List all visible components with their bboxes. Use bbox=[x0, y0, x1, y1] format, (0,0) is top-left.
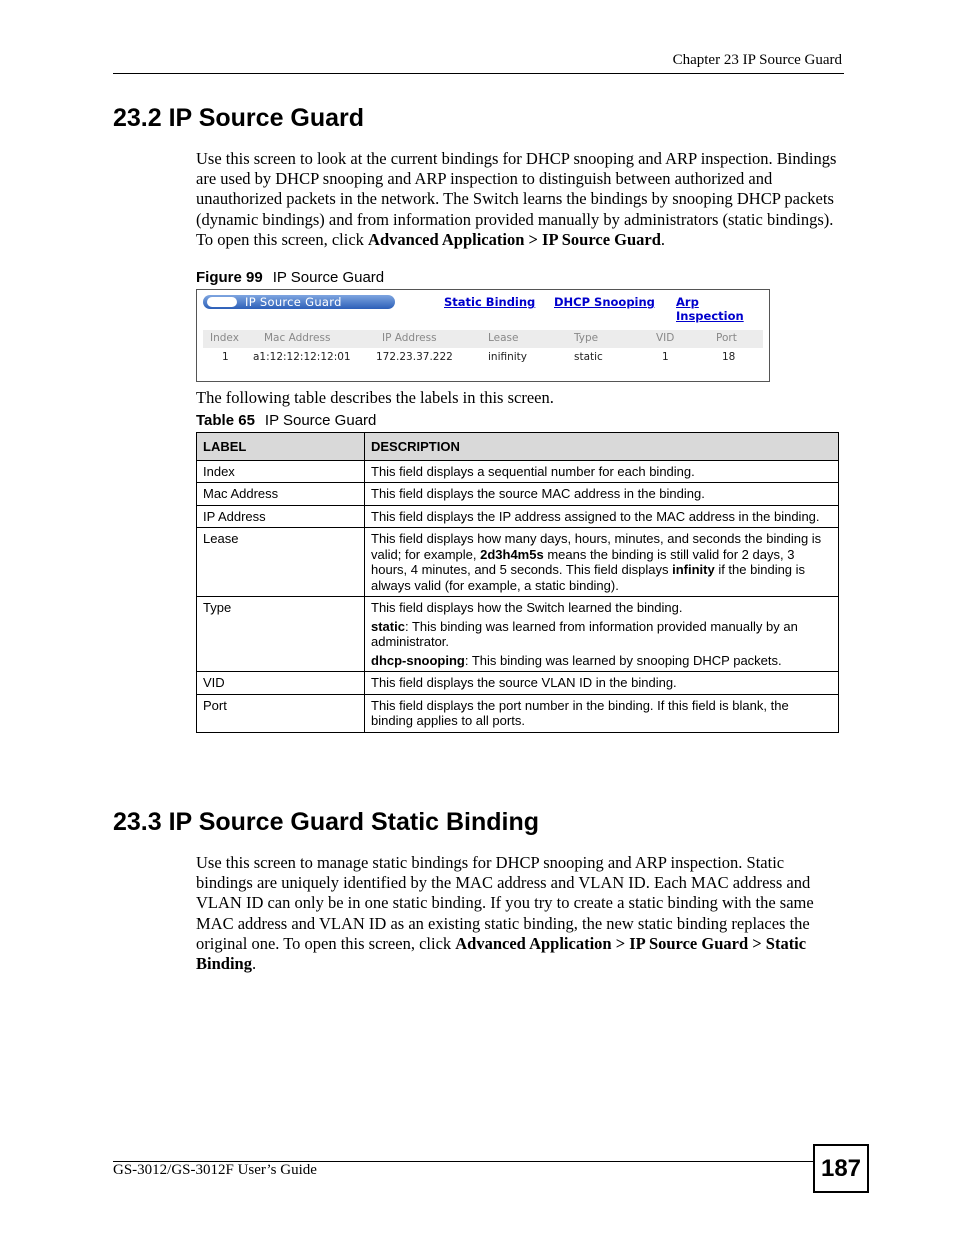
cell-mac-address: a1:12:12:12:12:01 bbox=[253, 351, 351, 363]
cell-ip-address: 172.23.37.222 bbox=[376, 351, 453, 363]
desc-text: if the binding is always valid (for example, a static binding). bbox=[371, 562, 806, 593]
table-caption bbox=[196, 412, 376, 429]
table-row bbox=[197, 483, 839, 506]
col-index: Index bbox=[210, 332, 239, 344]
arp-inspection-link[interactable]: Arp Inspection bbox=[676, 295, 744, 323]
row-description bbox=[365, 528, 839, 597]
row-label: Type bbox=[197, 597, 365, 672]
desc-text: This field displays how many days, hours, minutes, and seconds the binding is valid; for example, bbox=[371, 531, 822, 562]
row-description: This field displays the IP address assigned to the MAC address in the binding. bbox=[365, 505, 839, 528]
row-label: Index bbox=[197, 460, 365, 483]
table-row bbox=[197, 597, 839, 672]
para-end: . bbox=[251, 954, 257, 974]
row-label: Lease bbox=[197, 528, 365, 597]
table-header-row bbox=[197, 433, 839, 461]
para-text: Use this screen to manage static bindings for DHCP snooping and ARP inspection. Static bindings are uniquely identified by the MAC address and VLAN ID. Each MAC address and VLAN ID can only be in one static binding. If you try to create a static binding with the same MAC address and VLAN ID as an existing static binding, the new static binding replaces the original one. To open this screen, click bbox=[196, 853, 814, 953]
row-description: This field displays the source MAC address in the binding. bbox=[365, 483, 839, 506]
col-vid: VID bbox=[656, 332, 675, 344]
table-row bbox=[197, 505, 839, 528]
screen-title: IP Source Guard bbox=[245, 295, 342, 309]
dhcp-snooping-link[interactable]: DHCP Snooping bbox=[554, 295, 655, 309]
col-type: Type bbox=[574, 332, 599, 344]
static-binding-paragraph bbox=[196, 853, 844, 974]
desc-dhcp-snooping bbox=[371, 653, 832, 669]
intro-paragraph bbox=[196, 149, 844, 250]
row-description bbox=[365, 597, 839, 672]
section-heading-23-2: 23.2 IP Source Guard bbox=[113, 104, 365, 132]
table-label: Table 65 bbox=[196, 412, 255, 429]
desc-example-term: 2d3h4m5s bbox=[480, 546, 544, 562]
running-header: Chapter 23 IP Source Guard bbox=[672, 52, 842, 68]
desc-term: dhcp-snooping bbox=[371, 652, 465, 668]
row-description: This field displays the source VLAN ID in the binding. bbox=[365, 672, 839, 695]
menu-path: Advanced Application > IP Source Guard > Static Binding bbox=[196, 933, 807, 974]
cell-type: static bbox=[574, 351, 603, 363]
intro-end: . bbox=[660, 229, 666, 249]
desc-static bbox=[371, 619, 832, 650]
table-intro: The following table describes the labels in this screen. bbox=[196, 388, 554, 407]
row-label: IP Address bbox=[197, 505, 365, 528]
table-row bbox=[197, 528, 839, 597]
cell-vid: 1 bbox=[662, 351, 669, 363]
figure-label: Figure 99 bbox=[196, 269, 263, 286]
title-bullet-icon bbox=[207, 297, 237, 307]
col-lease: Lease bbox=[488, 332, 519, 344]
desc-term: static bbox=[371, 618, 405, 634]
intro-menu-path: Advanced Application > IP Source Guard bbox=[368, 229, 661, 249]
table-row bbox=[197, 460, 839, 483]
cell-port: 18 bbox=[722, 351, 736, 363]
table-row bbox=[197, 694, 839, 732]
header-label: LABEL bbox=[197, 433, 365, 461]
desc-text: means the binding is still valid for 2 days, 3 hours, 4 minutes, and 5 seconds. This field displays bbox=[371, 546, 795, 577]
col-mac-address: Mac Address bbox=[264, 332, 331, 344]
label-description-table bbox=[196, 432, 839, 733]
ip-source-guard-screenshot bbox=[196, 289, 770, 382]
static-binding-link[interactable]: Static Binding bbox=[444, 295, 536, 309]
screen-title-bar bbox=[203, 295, 395, 309]
row-label: VID bbox=[197, 672, 365, 695]
cell-index: 1 bbox=[222, 351, 229, 363]
cell-lease: inifinity bbox=[488, 351, 528, 363]
header-description: DESCRIPTION bbox=[365, 433, 839, 461]
page-number: 187 bbox=[813, 1144, 869, 1193]
intro-text: Use this screen to look at the current bindings for DHCP snooping and ARP inspection. Bindings are used by DHCP snooping and ARP inspection to distinguish between authorized and unauthorized packets in the network. The Switch learns the bindings by snooping DHCP packets (dynamic bindings) and from information provided manually by administrators (static bindings). To open this screen, click bbox=[196, 149, 837, 249]
row-label: Mac Address bbox=[197, 483, 365, 506]
table-row bbox=[197, 672, 839, 695]
desc-text: This field displays how the Switch learned the binding. bbox=[371, 600, 683, 615]
row-label: Port bbox=[197, 694, 365, 732]
col-port: Port bbox=[716, 332, 737, 344]
figure-title: IP Source Guard bbox=[272, 269, 385, 286]
desc-text: : This binding was learned from information provided manually by an administrator. bbox=[371, 618, 798, 649]
header-rule bbox=[113, 73, 844, 74]
row-description: This field displays the port number in the binding. If this field is blank, the binding applies to all ports. bbox=[365, 694, 839, 732]
col-ip-address: IP Address bbox=[382, 332, 437, 344]
table-title: IP Source Guard bbox=[264, 412, 377, 429]
figure-caption bbox=[196, 269, 384, 286]
footer-guide-title: GS-3012/GS-3012F User’s Guide bbox=[113, 1162, 317, 1178]
section-heading-23-3: 23.3 IP Source Guard Static Binding bbox=[113, 808, 540, 836]
desc-text: : This binding was learned by snooping DHCP packets. bbox=[464, 652, 782, 668]
row-description: This field displays a sequential number for each binding. bbox=[365, 460, 839, 483]
desc-infinity-term: infinity bbox=[672, 562, 715, 577]
